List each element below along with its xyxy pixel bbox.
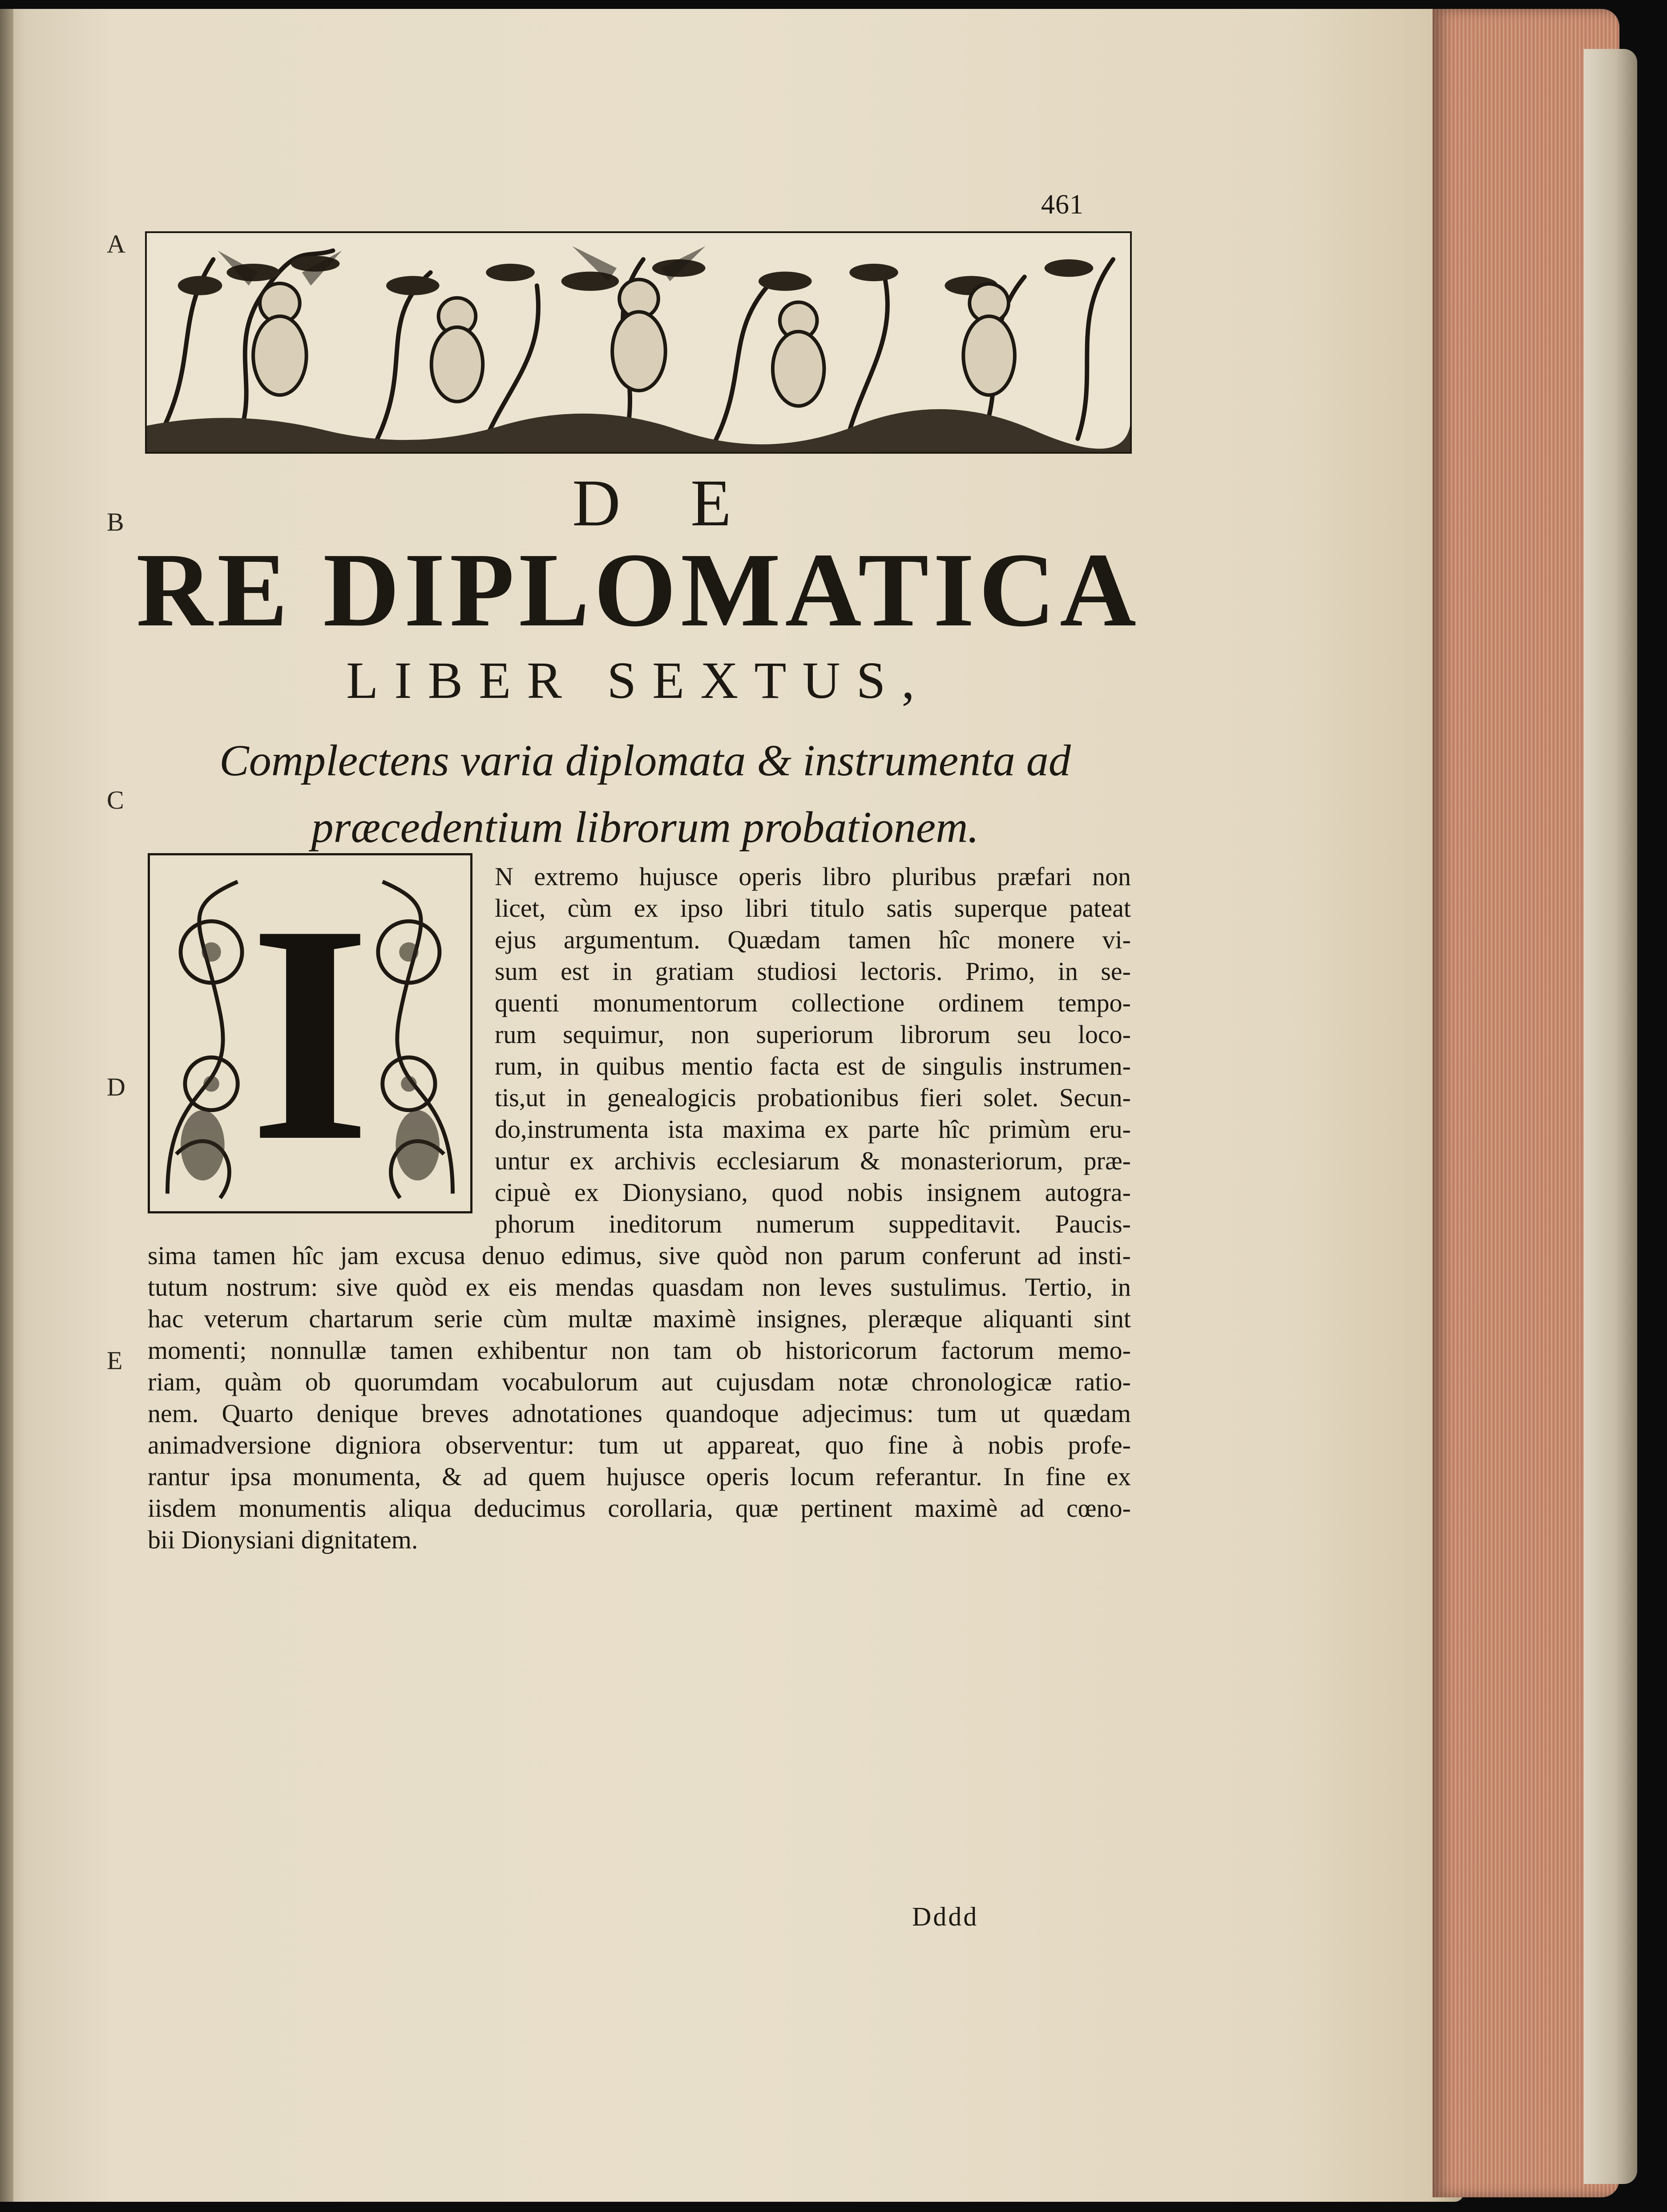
margin-letter-d: D <box>107 1072 125 1101</box>
subtitle-line: Complectens varia diplomata & instrumenta ad <box>219 736 1071 785</box>
body-line: rantur ipsa monumenta, & ad quem hujusce operis locum referantur. In fine ex <box>148 1462 1131 1491</box>
body-text <box>148 861 1131 1555</box>
cherub-foliage-illustration <box>147 233 1130 452</box>
margin-letter-b: B <box>107 508 124 536</box>
page-number: 461 <box>1041 189 1084 220</box>
body-line: bii Dionysiani dignitatem. <box>148 1525 418 1554</box>
body-line: untur ex archivis ecclesiarum & monasteriorum, præ- <box>495 1146 1131 1175</box>
page-gutter <box>0 9 13 2202</box>
title-re-diplomatica: RE DIPLOMATICA <box>136 532 1141 649</box>
body-line: tis,ut in genealogicis probationibus fieri solet. Secun- <box>495 1083 1131 1112</box>
title-de: D E <box>572 466 758 540</box>
decorative-headpiece-woodcut <box>145 231 1132 454</box>
subtitle-line: præcedentium librorum probationem. <box>311 802 979 852</box>
body-line: nem. Quarto denique breves adnotationes quandoque adjecimus: tum ut quædam <box>148 1399 1131 1428</box>
margin-letter-e: E <box>107 1346 123 1375</box>
body-line: iisdem monumentis aliqua deducimus corollaria, quæ pertinent maximè ad cœno- <box>148 1494 1131 1523</box>
body-line: phorum ineditorum numerum suppeditavit. Paucis- <box>495 1209 1131 1238</box>
body-line: sum est in gratiam studiosi lectoris. Primo, in se- <box>495 957 1131 986</box>
body-line: quenti monumentorum collectione ordinem tempo- <box>495 988 1131 1017</box>
book-cover-edge <box>1584 49 1637 2184</box>
body-line: N extremo hujusce operis libro pluribus præfari non <box>495 862 1131 891</box>
body-line: animadversione digniora observentur: tum ut appareat, quo fine à nobis profe- <box>148 1430 1131 1459</box>
body-line: sima tamen hîc jam excusa denuo edimus, sive quòd non parum conferunt ad insti- <box>148 1241 1131 1270</box>
signature-mark: Dddd <box>912 1902 979 1931</box>
title-liber-sextus: LIBER SEXTUS, <box>346 651 931 709</box>
margin-letter-a: A <box>107 230 125 258</box>
body-line: ejus argumentum. Quædam tamen hîc monere vi- <box>495 925 1131 954</box>
initial-letter-i: I <box>249 861 371 1205</box>
body-line: momenti; nonnullæ tamen exhibentur non tam ob historicorum factorum memo- <box>148 1336 1131 1365</box>
body-line: cipuè ex Dionysiano, quod nobis insignem autogra- <box>495 1178 1131 1207</box>
body-line: do,instrumenta ista maxima ex parte hîc primùm eru- <box>495 1115 1131 1144</box>
body-line: riam, quàm ob quorumdam vocabulorum aut cujusdam notæ chronologicæ ratio- <box>148 1367 1131 1396</box>
body-line: rum, in quibus mentio facta est de singulis instrumen- <box>495 1052 1131 1080</box>
body-line: tutum nostrum: sive quòd ex eis mendas quasdam non leves sustulimus. Tertio, in <box>148 1273 1131 1301</box>
body-line: hac veterum chartarum serie cùm multæ maximè insignes, pleræque aliquanti sint <box>148 1304 1131 1333</box>
subtitle <box>187 727 1103 861</box>
body-line: licet, cùm ex ipso libri titulo satis superque pateat <box>495 894 1131 923</box>
body-line: rum sequimur, non superiorum librorum seu loco- <box>495 1020 1131 1049</box>
margin-letter-c: C <box>107 786 124 814</box>
